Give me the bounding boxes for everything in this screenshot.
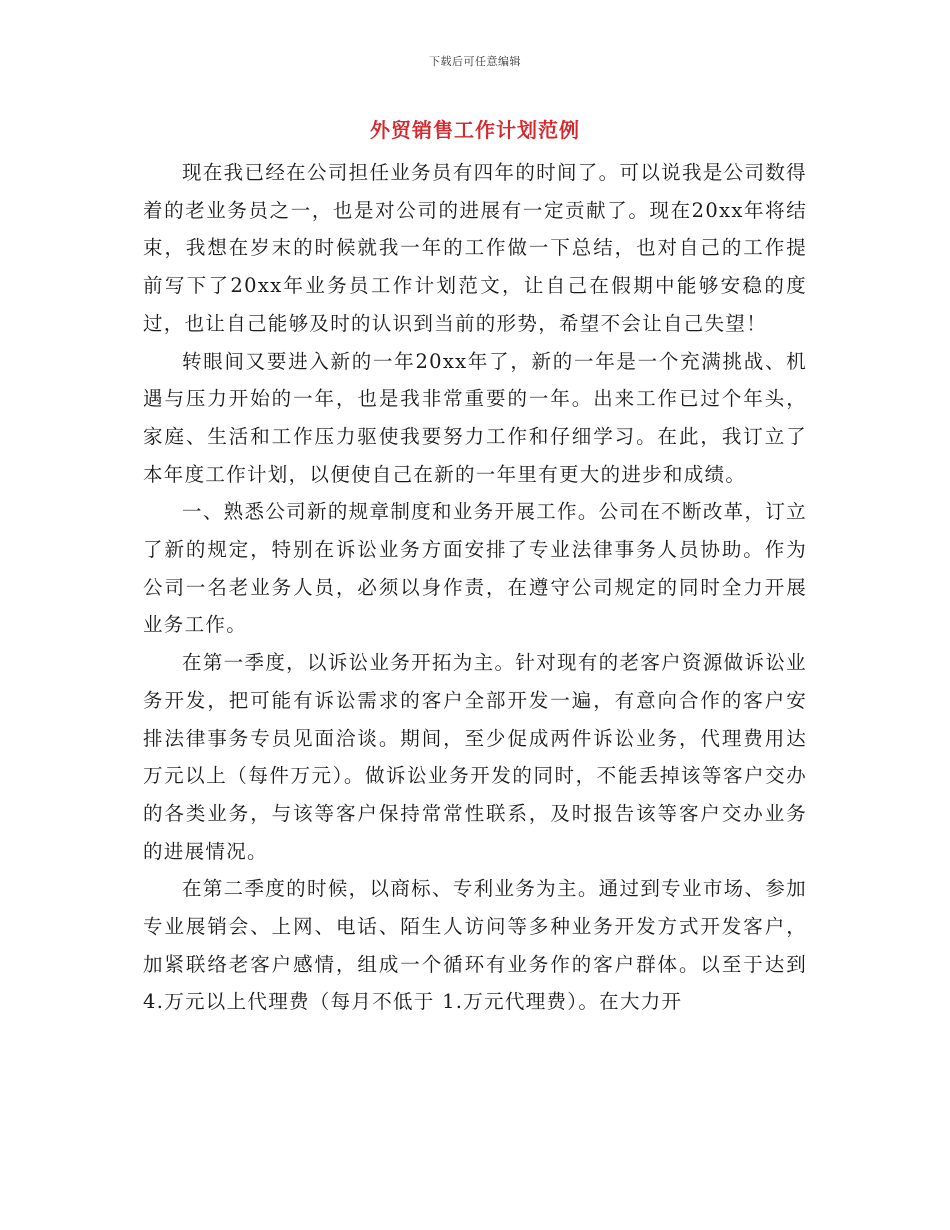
paragraph-intro: 现在我已经在公司担任业务员有四年的时间了。可以说我是公司数得着的老业务员之一，也是对公司的进展有一定贡献了。现在20xx年将结束，我想在岁末的时候就我一年的工作做一下总结，也对自己的工作提前写下了20xx年业务员工作计划范文，让自己在假期中能够安稳的度过，也让自己能够及时的认识到当前的形势，希望不会让自己失望！	[143, 161, 807, 335]
download-note: 下载后可任意编辑	[429, 55, 521, 68]
document-body	[143, 154, 807, 1021]
paragraph-first-quarter: 在第一季度，以诉讼业务开拓为主。针对现有的老客户资源做诉讼业务开发，把可能有诉讼需求的客户全部开发一遍，有意向合作的客户安排法律事务专员见面洽谈。期间，至少促成两件诉讼业务，代理费用达万元以上（每件万元）。做诉讼业务开发的同时，不能丢掉该等客户交办的各类业务，与该等客户保持常常性联系，及时报告该等客户交办业务的进展情况。	[143, 651, 807, 863]
paragraph-section-one: 一、熟悉公司新的规章制度和业务开展工作。公司在不断改革，订立了新的规定，特别在诉讼业务方面安排了专业法律事务人员协助。作为公司一名老业务人员，必须以身作责，在遵守公司规定的同时全力开展业务工作。	[143, 500, 807, 637]
paragraph-second-quarter: 在第二季度的时候，以商标、专利业务为主。通过到专业市场、参加专业展销会、上网、电话、陌生人访问等多种业务开发方式开发客户，加紧联络老客户感情，组成一个循环有业务作的客户群体。以至于达到4.万元以上代理费（每月不低于 1.万元代理费）。在大力开	[143, 877, 807, 1014]
paragraph-new-year: 转眼间又要进入新的一年20xx年了，新的一年是一个充满挑战、机遇与压力开始的一年，也是我非常重要的一年。出来工作已过个年头，家庭、生活和工作压力驱使我要努力工作和仔细学习。在此，我订立了本年度工作计划，以便使自己在新的一年里有更大的进步和成绩。	[143, 349, 807, 486]
document-title: 外贸销售工作计划范例	[370, 118, 580, 142]
